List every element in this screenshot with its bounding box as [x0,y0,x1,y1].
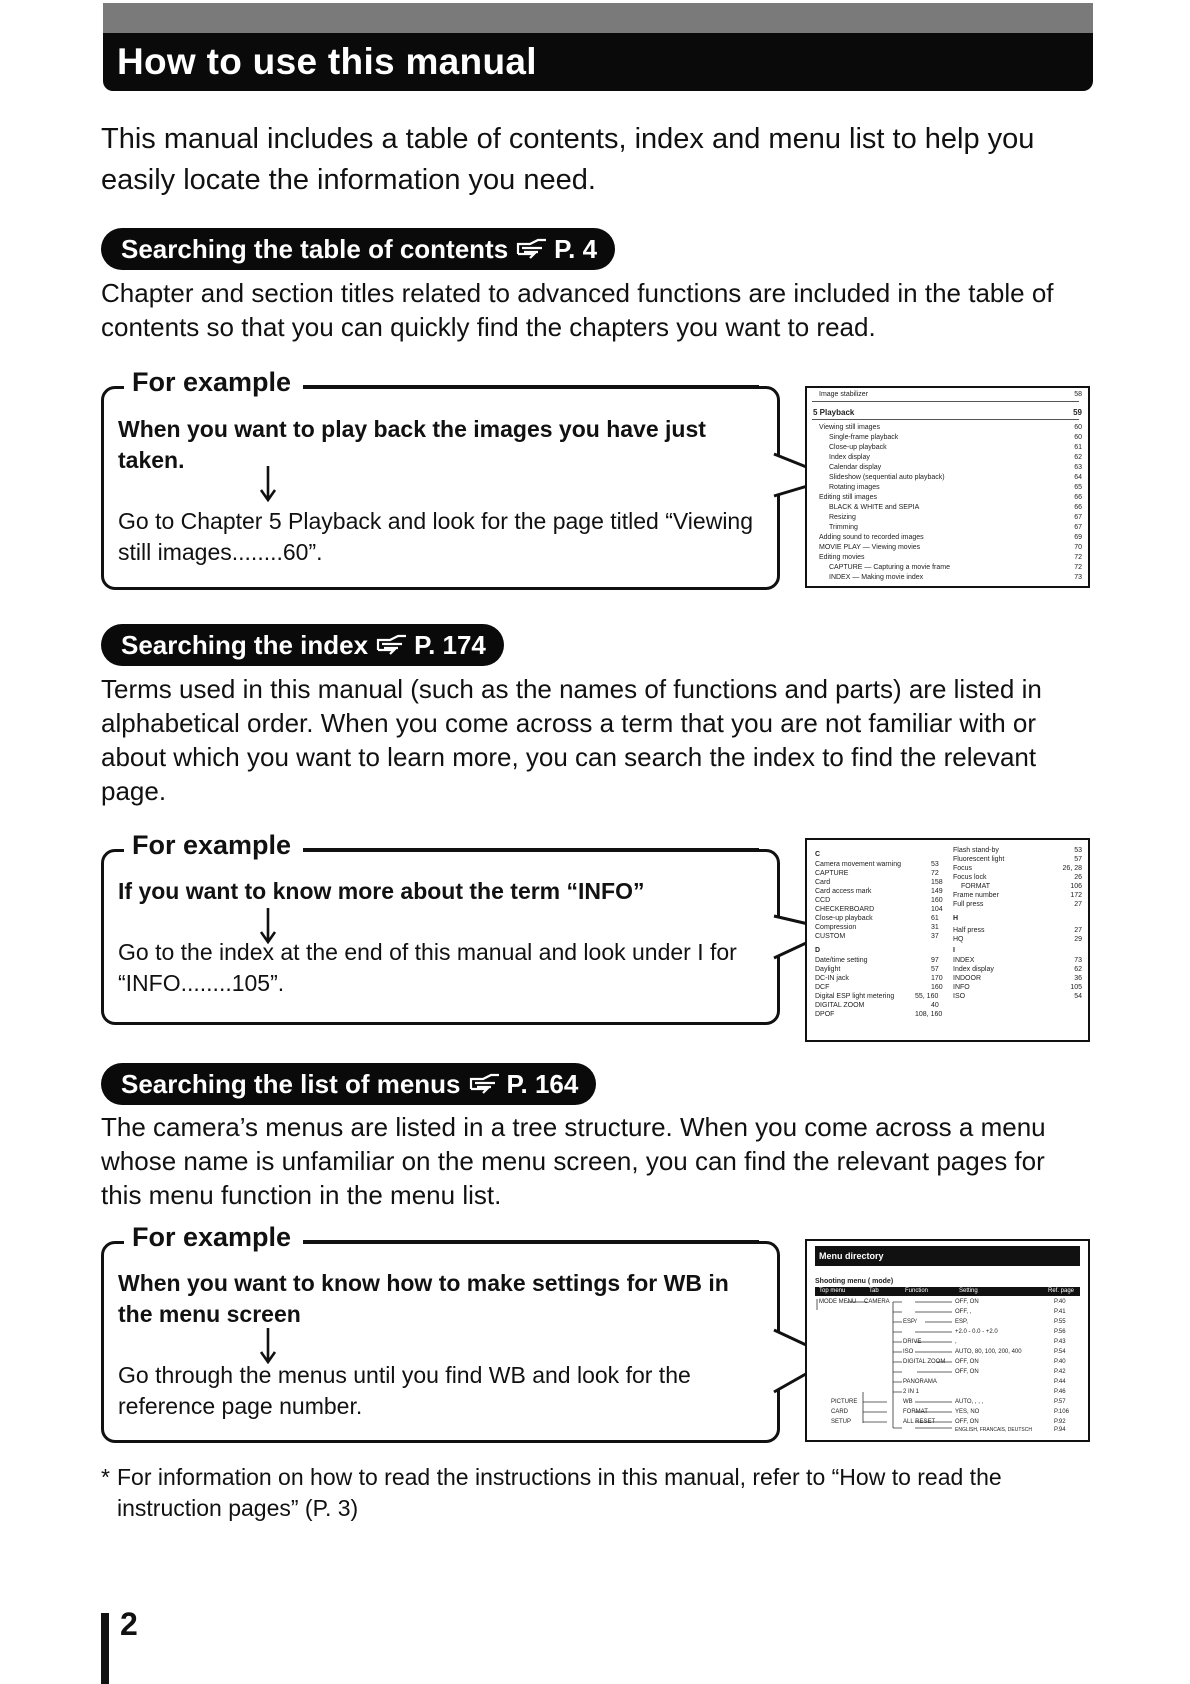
page-number: 2 [120,1606,138,1642]
index-entry: Date/time setting [815,957,868,964]
toc-entry: Index display [829,454,870,461]
menu-setting: OFF, ON [955,1359,979,1365]
toc-page: 58 [1074,391,1082,398]
toc-entry: BLACK & WHITE and SEPIA [829,504,920,511]
index-entry: ISO [953,993,966,1000]
index-entry: INDEX [953,957,975,964]
menu-setting: OFF, , [955,1309,972,1315]
menu-page: P.46 [1054,1389,1066,1395]
section-heading-label: Searching the table of contents [121,234,509,264]
toc-entry: Viewing still images [819,424,880,431]
toc-entry: Editing movies [819,554,865,561]
menu-function: ISO [903,1349,914,1355]
toc-entry: CAPTURE — Capturing a movie frame [829,564,950,571]
example-answer: Go through the menus until you find WB and look for the reference page number. [118,1362,691,1419]
toc-entry-page: 60 [1074,424,1082,431]
menu-top: MODE MENU [819,1299,857,1305]
menu-col-header: Function [905,1288,929,1294]
index-page: 57 [931,966,939,973]
example-label: For example [124,1222,303,1253]
menu-col-header: Tab [869,1288,879,1294]
toc-entry: Resizing [829,514,856,521]
example-divider [301,848,759,851]
menu-setting: AUTO, 80, 100, 200, 400 [955,1349,1022,1355]
index-page: 27 [1074,927,1082,934]
example-label: For example [124,367,303,398]
page-title-bar [103,3,1093,91]
toc-entry-page: 72 [1074,564,1082,571]
index-entry: INFO [953,984,970,991]
menu-page: P.40 [1054,1299,1066,1305]
menu-col-header: Setting [959,1288,978,1294]
example-question: When you want to play back the images you have just taken. [118,416,706,473]
toc-entry-page: 67 [1074,524,1082,531]
example-label: For example [124,830,303,861]
toc-rule [812,401,1079,402]
toc-entry: Close-up playback [829,444,887,451]
menu-function: PANORAMA [903,1379,937,1385]
index-entry: H [953,915,959,922]
index-entry: Focus lock [953,874,987,881]
index-page: 27 [1074,901,1082,908]
menu-page: P.57 [1054,1399,1066,1405]
index-entry: Frame number [953,892,999,899]
menu-top: PICTURE [831,1399,858,1405]
toc-entry-page: 66 [1074,494,1082,501]
section-heading-label: Searching the index [121,630,369,660]
menu-tree-lines [807,1241,1088,1440]
index-page: 172 [1070,892,1082,899]
index-entry: C [815,851,821,858]
index-entry: Close-up playback [815,915,873,922]
reference-hand-icon [376,626,408,668]
index-entry: CCD [815,897,831,904]
index-page: 53 [1074,847,1082,854]
index-entry: DPOF [815,1011,835,1018]
index-entry: Focus [953,865,973,872]
toc-entry-page: 60 [1074,434,1082,441]
menu-col-header: Ref. page [1048,1288,1075,1294]
index-page: 37 [931,933,939,940]
toc-entry: Calendar display [829,464,882,471]
menu-page: P.92 [1054,1419,1066,1425]
toc-entry-page: 64 [1074,474,1082,481]
toc-entry-page: 63 [1074,464,1082,471]
index-page: 31 [931,924,939,931]
menu-top: CARD [831,1409,849,1415]
index-thumbnail [805,838,1090,1042]
index-page: 73 [1074,957,1082,964]
page-title: How to use this manual [117,41,537,82]
index-entry: DIGITAL ZOOM [815,1002,865,1009]
index-page: 108, 160 [915,1011,943,1018]
menu-setting: ENGLISH, FRANCAIS, DEUTSCH [955,1427,1032,1433]
reference-hand-icon [469,1065,501,1107]
menu-function: ALL RESET [903,1419,936,1425]
toc-entry-page: 66 [1074,504,1082,511]
index-entry: Card access mark [815,888,872,895]
footnote [101,1462,1091,1524]
toc-entry-page: 67 [1074,514,1082,521]
index-page: 160 [931,897,943,904]
example-answer: Go to Chapter 5 Playback and look for the page titled “Viewing still images........60”. [118,508,754,565]
index-page: 36 [1074,975,1082,982]
index-entry: CAPTURE [815,870,849,877]
menu-page: P.56 [1054,1329,1066,1335]
index-page: 149 [931,888,943,895]
menu-page: P.40 [1054,1359,1066,1365]
example-question: When you want to know how to make settings for WB in the menu screen [118,1270,729,1327]
menu-page: P.94 [1054,1427,1066,1433]
example-divider [301,1240,759,1243]
index-page: 62 [1074,966,1082,973]
toc-entry-page: 72 [1074,554,1082,561]
menu-page: P.54 [1054,1349,1066,1355]
index-page: 158 [931,879,943,886]
section-heading-index [101,624,504,666]
index-entry: HQ [953,936,964,943]
index-entry: Card [815,879,831,886]
index-page: 106 [1070,883,1082,890]
menu-col-header: Top menu [819,1288,846,1294]
toc-entry: MOVIE PLAY — Viewing movies [819,544,921,551]
index-entry: Camera movement warning [815,861,901,868]
menu-page: P.41 [1054,1309,1066,1315]
index-entry: Flash stand-by [953,847,999,854]
toc-entry: Adding sound to recorded images [819,534,924,541]
menu-thumbnail [805,1239,1090,1442]
example-answer: Go to the index at the end of this manual and look under I for “INFO........105”. [118,939,737,996]
index-page: 170 [931,975,943,982]
menu-top: SETUP [831,1419,852,1425]
menu-page: P.106 [1054,1409,1069,1415]
toc-entry-page: 70 [1074,544,1082,551]
index-page: 104 [931,906,943,913]
menu-function: DIGITAL ZOOM [903,1359,946,1365]
index-page: 61 [931,915,939,922]
toc-entry: Trimming [829,524,858,531]
toc-rule [812,419,1079,420]
index-page: 57 [1074,856,1082,863]
menu-function: FORMAT [903,1409,928,1415]
toc-chapter: 5 Playback [813,408,855,417]
menu-setting: +2.0 - 0.0 - +2.0 [955,1329,998,1335]
menu-page: P.42 [1054,1369,1066,1375]
index-entry: CHECKERBOARD [815,906,875,913]
section-heading-label: Searching the list of menus [121,1069,461,1099]
menu-page: P.43 [1054,1339,1066,1345]
footnote-text: For information on how to read the instructions in this manual, refer to “How to read the instruction pages” (P. 3) [117,1464,1002,1521]
section-description: The camera’s menus are listed in a tree structure. When you come across a menu whose name is unfamiliar on the menu screen, you can find the relevant pages for this menu function in the menu list. [101,1112,1046,1210]
toc-entry: Editing still images [819,494,877,501]
toc-line: Image stabilizer [819,391,869,398]
toc-thumbnail [805,386,1090,588]
page-number-bar [101,1613,109,1684]
menu-page: P.55 [1054,1319,1066,1325]
index-page: 26, 28 [1062,865,1082,872]
index-entry: Compression [815,924,857,931]
menu-title: Menu directory [819,1251,884,1261]
menu-setting: OFF, ON [955,1369,979,1375]
toc-entry: Rotating images [829,484,880,491]
index-page: 160 [931,984,943,991]
index-entry: DC-IN jack [815,975,849,982]
index-entry: D [815,947,821,954]
reference-hand-icon [516,230,548,272]
example-question: If you want to know more about the term “INFO” [118,878,645,904]
index-entry: Half press [953,927,985,934]
toc-entry: Single-frame playback [829,434,899,441]
index-entry: CUSTOM [815,933,846,940]
index-entry: DCF [815,984,830,991]
toc-entry: Slideshow (sequential auto playback) [829,474,945,481]
index-entry: Digital ESP light metering [815,993,895,1000]
section-description: Chapter and section titles related to advanced functions are included in the table of contents so that you can quickly find the chapters you want to read. [101,278,1054,342]
index-page: 97 [931,957,939,964]
toc-entry-page: 65 [1074,484,1082,491]
section-page-ref: P. 4 [554,234,598,264]
index-entry: Daylight [815,966,841,973]
index-entry: Fluorescent light [953,856,1005,863]
toc-entry: INDEX — Making movie index [829,574,924,581]
index-page: 72 [931,870,939,877]
toc-entry-page: 62 [1074,454,1082,461]
down-arrow-icon [257,466,279,507]
index-entry: FORMAT [961,883,991,890]
title-stripe [103,3,1093,33]
index-entry: INDOOR [953,975,981,982]
index-page: 54 [1074,993,1082,1000]
index-page: 105 [1070,984,1082,991]
menu-setting: OFF, ON [955,1419,979,1425]
menu-setting: YES, NO [955,1409,980,1415]
section-page-ref: P. 164 [506,1069,579,1099]
toc-entry-page: 69 [1074,534,1082,541]
menu-function: 2 IN 1 [903,1389,920,1395]
menu-function: WB [903,1399,913,1405]
intro-text: This manual includes a table of contents, index and menu list to help you easily locate the information you need. [101,123,1035,196]
section-page-ref: P. 174 [414,630,486,660]
section-description: Terms used in this manual (such as the names of functions and parts) are listed in alphabetical order. When you come across a term that you are not familiar with or about which you want to learn more, you can search the index to find the relevant page. [101,674,1042,806]
toc-entry-page: 73 [1074,574,1082,581]
menu-function: ESP/ [903,1319,917,1325]
section-heading-toc [101,228,615,270]
index-entry: I [953,947,955,954]
index-page: 26 [1074,874,1082,881]
menu-setting: , [955,1339,957,1345]
menu-setting: AUTO, , , , [955,1399,984,1405]
index-page: 55, 160 [915,993,939,1000]
toc-entry-page: 61 [1074,444,1082,451]
section-heading-menus [101,1063,596,1105]
menu-function: DRIVE [903,1339,922,1345]
menu-subtitle: Shooting menu ( mode) [815,1278,894,1285]
index-entry: Index display [953,966,994,973]
index-entry: Full press [953,901,984,908]
footnote-marker: * [101,1464,110,1490]
menu-setting: OFF, ON [955,1299,979,1305]
menu-page: P.44 [1054,1379,1066,1385]
toc-chapter-page: 59 [1073,408,1082,417]
index-page: 40 [931,1002,939,1009]
index-page: 29 [1074,936,1082,943]
example-divider [301,385,759,388]
index-page: 53 [931,861,939,868]
menu-tab: CAMERA [864,1299,890,1305]
menu-setting: ESP, [955,1319,968,1325]
